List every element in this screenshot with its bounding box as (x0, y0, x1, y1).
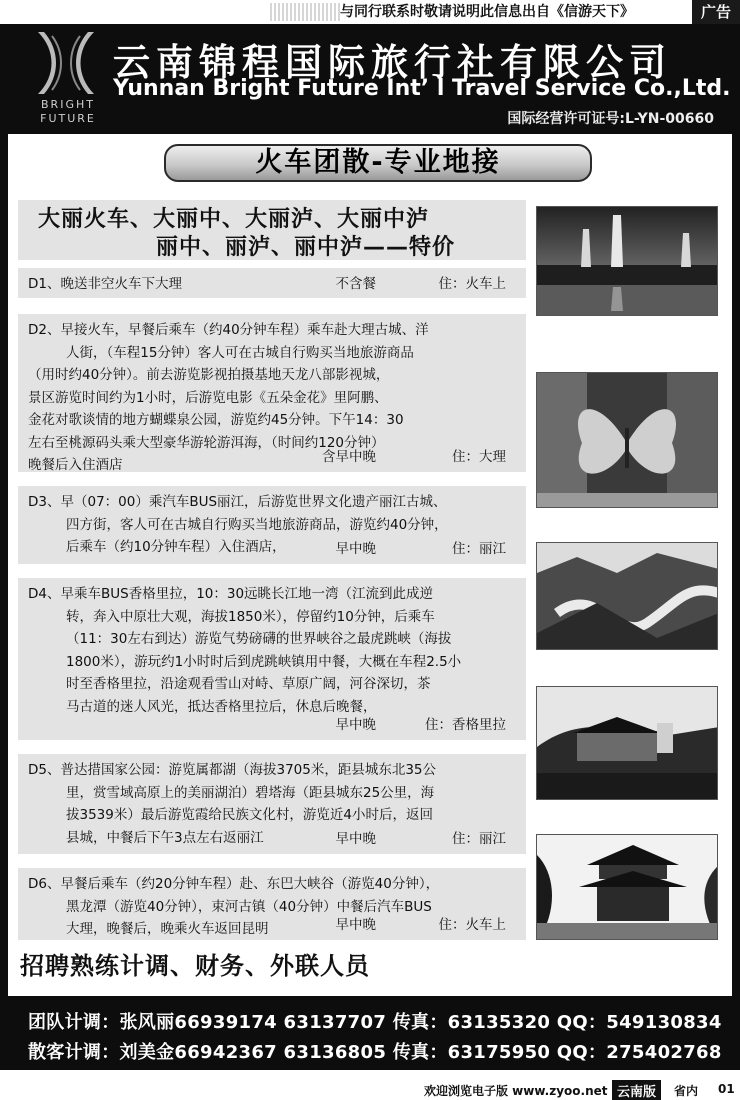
route-title-line1: 大丽火车、大丽中、大丽泸、大丽中泸 (38, 207, 430, 232)
day-meals: 早中晚 (335, 716, 376, 733)
day-line: 人街，（车程15分钟）客人可在古城自行购买当地旅游商品 (66, 344, 414, 361)
website-link[interactable]: 欢迎浏览电子版 www.zyoo.net (424, 1084, 608, 1098)
day-line: 黑龙潭（游览40分钟），束河古镇（40分钟）中餐后汽车BUS (66, 898, 432, 915)
day-line: 县城，中餐后下午3点左右返丽江 (66, 829, 264, 846)
banner-title: 火车团散-专业地接 (164, 144, 592, 182)
itinerary-day-6 (18, 868, 526, 940)
day-text: D5、普达措国家公园：游览属都湖（海拔3705米，距县城东北35公 (28, 762, 437, 778)
day-line: （用时约40分钟）。前去游览影视拍摄基地天龙八部影视城， (28, 367, 390, 383)
three-pagodas-lake-photo (536, 206, 718, 316)
logo-wordmark: BRIGHT FUTURE (40, 98, 96, 125)
ad-badge: 广告 (692, 0, 740, 24)
day-meals: 早中晚 (335, 830, 376, 847)
content-panel (8, 134, 732, 996)
day-text: D2、早接火车，早餐后乘车（约40分钟车程）乘车赴大理古城、洋 (28, 322, 429, 338)
river-bend-photo (536, 542, 718, 650)
day-meals: 含早中晚 (322, 448, 376, 465)
day-line: 拔3539米）最后游览霞给民族文化村，游览近4小时后，返回 (66, 807, 433, 823)
license-number: 国际经营许可证号:L-YN-00660 (507, 111, 714, 127)
contact-section (0, 1000, 740, 1070)
day-line: 左右至桃源码头乘大型豪华游轮游洱海，（时间约120分钟） (28, 434, 385, 451)
page-footer (0, 1076, 740, 1100)
itinerary-day-5 (18, 754, 526, 854)
pavilion-photo (536, 834, 718, 940)
route-title-line2: 丽中、丽泸、丽中泸——特价 (156, 235, 456, 260)
day-text: D3、早（07：00）乘汽车BUS丽江，后游览世界文化遗产丽江古城、 (28, 494, 447, 510)
itinerary-day-3 (18, 486, 526, 564)
day-line: 晚餐后入住酒店 (28, 457, 123, 473)
day-line: （11：30左右到达）游览气势磅礴的世界峡谷之最虎跳峡（海拔 (66, 631, 452, 647)
itinerary-day-1 (18, 268, 526, 298)
edition-badge: 云南版 (612, 1080, 661, 1100)
recruitment-notice: 招聘熟练计调、财务、外联人员 (20, 952, 370, 980)
itinerary-day-4 (18, 578, 526, 740)
day-line: 里，赏雪域高原上的美丽湖泊）碧塔海（距县城东25公里，海 (66, 784, 435, 801)
decorative-pattern (270, 3, 340, 21)
day-line: 时至香格里拉，沿途观看雪山对峙、草原广阔，河谷深切，茶 (66, 676, 431, 692)
day-line: 四方街，客人可在古城自行购买当地旅游商品，游览约40分钟， (66, 516, 448, 533)
butterfly-sculpture-photo (536, 372, 718, 508)
day-stay: 住：大理 (452, 448, 506, 465)
region-label: 省内 (674, 1084, 699, 1098)
itinerary-day-2 (18, 314, 526, 472)
day-line: 金花对歌谈情的地方蝴蝶泉公园，游览约45分钟。下午14：30 (28, 412, 404, 428)
day-line: 后乘车（约10分钟车程）入住酒店， (66, 539, 286, 555)
day-stay: 住：丽江 (452, 540, 506, 557)
day-text: D6、早餐后乘车（约20分钟车程）赴、东巴大峡谷（游览40分钟）， (28, 876, 440, 892)
source-notice: 与同行联系时敬请说明此信息出自《信游天下》 (340, 4, 634, 20)
day-text: D1、晚送非空火车下大理 (28, 276, 182, 292)
company-name-en: Yunnan Bright Future Int’ l Travel Service Co.,Ltd. (113, 76, 731, 101)
day-stay: 住：丽江 (452, 830, 506, 847)
contact-group-team: 团队计调：张风丽66939174 63137707 传真：63135320 QQ：549130834 (28, 1012, 722, 1033)
day-meals: 早中晚 (335, 540, 376, 557)
day-stay: 住：火车上 (438, 276, 506, 292)
top-notice-bar (0, 0, 740, 24)
contact-group-individual: 散客计调：刘美金66942367 63136805 传真：63175950 QQ：275402768 (28, 1042, 722, 1063)
day-line: 转，奔入中原壮大观，海拔1850米），停留约10分钟，后乘车 (66, 608, 435, 625)
day-line: 大理，晚餐后，晚乘火车返回昆明 (66, 921, 269, 937)
company-name-cn: 云南锦程国际旅行社有限公司 (113, 41, 672, 84)
day-text: D4、早乘车BUS香格里拉，10：30远眺长江地一湾（江流到此成逆 (28, 586, 434, 602)
tibetan-monastery-photo (536, 686, 718, 800)
company-logo-icon (30, 30, 102, 96)
day-meals: 早中晚 (335, 916, 376, 933)
company-header (0, 24, 740, 134)
day-line: 1800米），游玩约1小时时后到虎跳峡镇用中餐，大概在车程2.5小 (66, 653, 462, 670)
content-frame (0, 134, 740, 1000)
day-meals: 不含餐 (335, 276, 376, 292)
day-line: 马古道的迷人风光，抵达香格里拉后，休息后晚餐， (66, 698, 377, 715)
day-text-continued (28, 342, 516, 365)
page-number: 01 (718, 1082, 735, 1096)
day-line: 景区游览时间约为1小时，后游览电影《五朵金花》里阿鹏、 (28, 389, 388, 406)
day-stay: 住：香格里拉 (425, 716, 506, 733)
day-stay: 住：火车上 (438, 916, 506, 933)
